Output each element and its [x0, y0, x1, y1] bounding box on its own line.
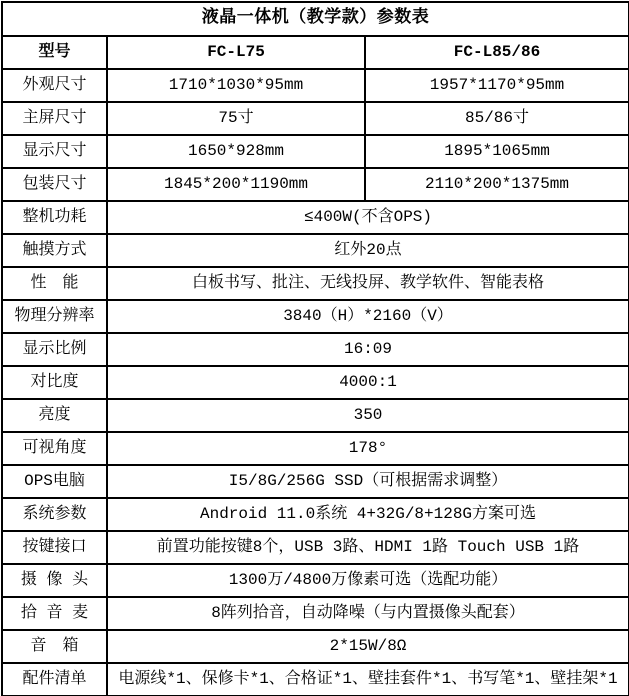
spec-value: 350	[107, 399, 629, 432]
spec-label: 配件清单	[2, 663, 107, 696]
spec-table	[1, 1, 629, 696]
spec-value: 2*15W/8Ω	[107, 630, 629, 663]
spec-label: 物理分辨率	[2, 300, 107, 333]
spec-value: Android 11.0系统 4+32G/8+128G方案可选	[107, 498, 629, 531]
spec-value-l75: 75寸	[107, 102, 365, 135]
spec-value-l85: 1957*1170*95mm	[365, 69, 629, 102]
model-fc-l75: FC-L75	[107, 36, 365, 69]
spec-label: 拾 音 麦	[2, 597, 107, 630]
spec-label: 按键接口	[2, 531, 107, 564]
spec-row-package-size	[2, 168, 629, 201]
spec-value: 电源线*1、保修卡*1、合格证*1、壁挂套件*1、书写笔*1、壁挂架*1	[107, 663, 629, 696]
spec-row-contrast	[2, 366, 629, 399]
spec-value: 178°	[107, 432, 629, 465]
spec-label: 系统参数	[2, 498, 107, 531]
spec-row-viewing-angle	[2, 432, 629, 465]
spec-label: 外观尺寸	[2, 69, 107, 102]
spec-value: 8阵列拾音，自动降噪（与内置摄像头配套）	[107, 597, 629, 630]
table-title: 液晶一体机（教学款）参数表	[2, 2, 629, 36]
spec-value: 1300万/4800万像素可选（选配功能）	[107, 564, 629, 597]
spec-row-aspect-ratio	[2, 333, 629, 366]
spec-label: 主屏尺寸	[2, 102, 107, 135]
spec-label: 对比度	[2, 366, 107, 399]
spec-label: 显示比例	[2, 333, 107, 366]
spec-value-l85: 1895*1065mm	[365, 135, 629, 168]
spec-label: 显示尺寸	[2, 135, 107, 168]
spec-label: 包装尺寸	[2, 168, 107, 201]
model-header-row	[2, 36, 629, 69]
spec-value-l75: 1710*1030*95mm	[107, 69, 365, 102]
spec-label: 亮度	[2, 399, 107, 432]
spec-row-screen-size	[2, 102, 629, 135]
spec-row-features	[2, 267, 629, 300]
spec-row-display-size	[2, 135, 629, 168]
spec-value: 16:09	[107, 333, 629, 366]
spec-value-l75: 1845*200*1190mm	[107, 168, 365, 201]
spec-value-l85: 85/86寸	[365, 102, 629, 135]
spec-label: 摄 像 头	[2, 564, 107, 597]
spec-value: 4000:1	[107, 366, 629, 399]
spec-row-buttons-ports	[2, 531, 629, 564]
spec-value: ≤400W(不含OPS)	[107, 201, 629, 234]
spec-value: I5/8G/256G SSD（可根据需求调整）	[107, 465, 629, 498]
title-row	[2, 2, 629, 36]
spec-value-l75: 1650*928mm	[107, 135, 365, 168]
spec-row-camera	[2, 564, 629, 597]
spec-row-brightness	[2, 399, 629, 432]
spec-value: 红外20点	[107, 234, 629, 267]
spec-label: 可视角度	[2, 432, 107, 465]
spec-label: OPS电脑	[2, 465, 107, 498]
spec-value: 白板书写、批注、无线投屏、教学软件、智能表格	[107, 267, 629, 300]
spec-row-accessories	[2, 663, 629, 696]
model-fc-l85-86: FC-L85/86	[365, 36, 629, 69]
spec-row-speaker	[2, 630, 629, 663]
spec-label: 触摸方式	[2, 234, 107, 267]
spec-row-dimensions	[2, 69, 629, 102]
spec-label: 性 能	[2, 267, 107, 300]
spec-row-touch	[2, 234, 629, 267]
spec-value-l85: 2110*200*1375mm	[365, 168, 629, 201]
spec-value: 3840（H）*2160（V）	[107, 300, 629, 333]
spec-label: 音 箱	[2, 630, 107, 663]
spec-row-microphone	[2, 597, 629, 630]
spec-row-power	[2, 201, 629, 234]
spec-label: 整机功耗	[2, 201, 107, 234]
spec-row-resolution	[2, 300, 629, 333]
spec-row-ops-pc	[2, 465, 629, 498]
model-header-label: 型号	[2, 36, 107, 69]
spec-row-system	[2, 498, 629, 531]
spec-value: 前置功能按键8个，USB 3路、HDMI 1路 Touch USB 1路	[107, 531, 629, 564]
